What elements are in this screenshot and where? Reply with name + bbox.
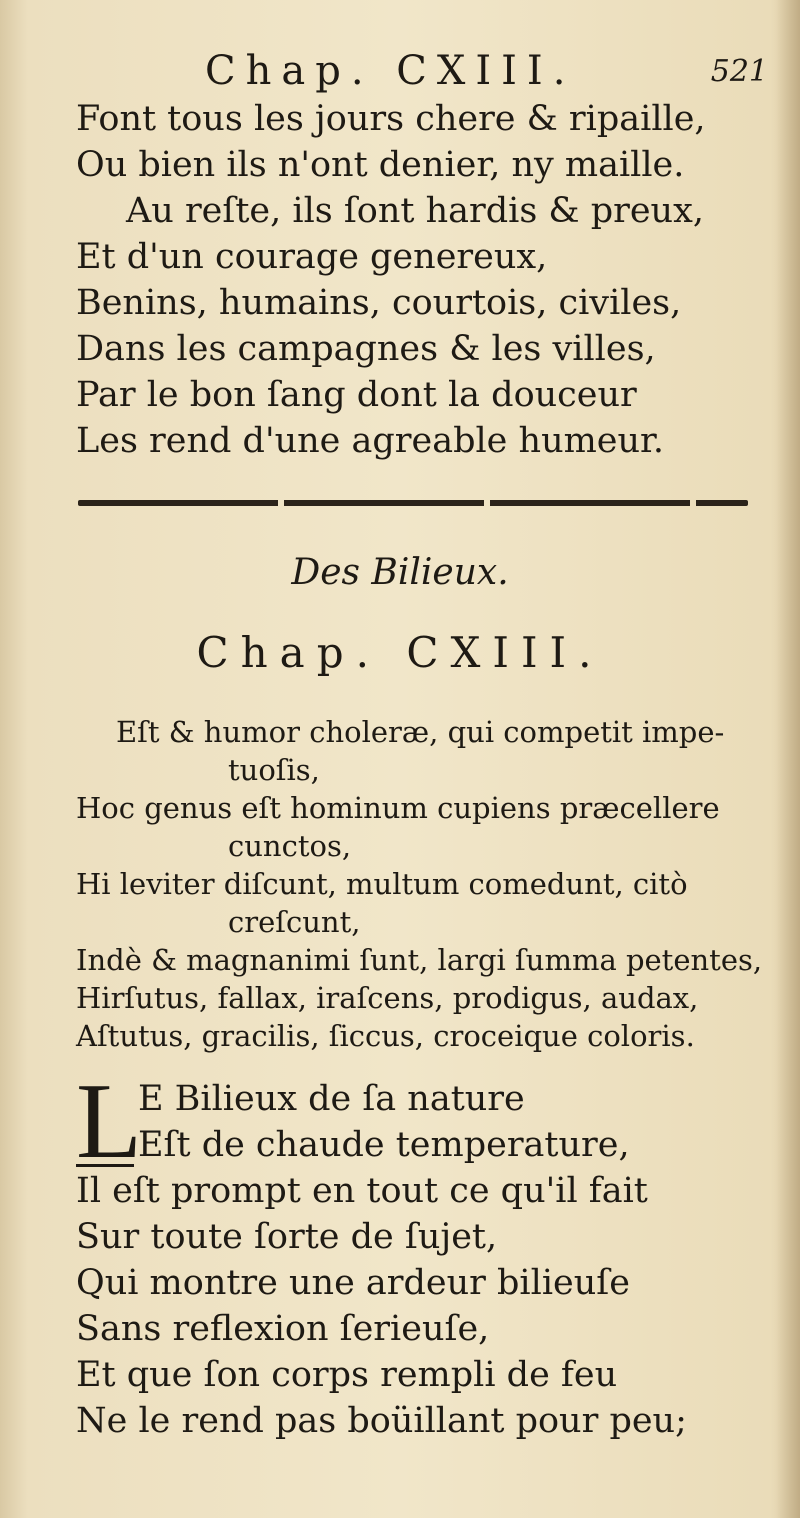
verse-line: Sans reflexion ſerieuſe,: [76, 1309, 490, 1349]
verse-line: Benins, humains, courtois, civiles,: [76, 283, 682, 323]
verse-line: Eſt de chaude temperature,: [138, 1125, 630, 1165]
verse-line: Qui montre une ardeur bilieuſe: [76, 1263, 630, 1303]
top-verse: [76, 96, 706, 464]
french-verse: [76, 1062, 766, 1444]
section-title: Des Bilieux.: [291, 552, 509, 593]
verse-line: Font tous les jours chere & ripaille,: [76, 99, 706, 139]
latin-verse: [76, 713, 766, 1055]
verse-line: Par le bon ſang dont la douceur: [76, 375, 637, 415]
latin-line: cunctos,: [228, 829, 352, 863]
page-number: 521: [710, 54, 768, 89]
latin-line: tuoſis,: [228, 753, 320, 787]
page-edge-shadow: [776, 0, 800, 1518]
verse-line: Ne le rend pas boüillant pour peu;: [76, 1401, 687, 1441]
verse-line: E Bilieux de ſa nature: [138, 1079, 525, 1119]
latin-line: creſcunt,: [228, 905, 361, 939]
latin-line: Hi leviter diſcunt, multum comedunt, citò: [76, 867, 688, 901]
running-head-title: Chap. CXIII.: [205, 48, 576, 94]
latin-line: Hoc genus eſt hominum cupiens præcellere: [76, 791, 720, 825]
drop-cap: L: [76, 1062, 142, 1181]
latin-line: Eſt & humor choleræ, qui competit impe-: [116, 715, 725, 749]
verse-line: Dans les campagnes & les villes,: [76, 329, 656, 369]
verse-line: Et que ſon corps rempli de feu: [76, 1355, 618, 1395]
chapter-title: Chap. CXIII.: [196, 628, 604, 677]
latin-line: Aſtutus, gracilis, ſiccus, croceique coloris.: [76, 1019, 695, 1053]
verse-line: Il eſt prompt en tout ce qu'il fait: [76, 1171, 648, 1211]
verse-line: Au reſte, ils ſont hardis & preux,: [126, 191, 704, 231]
running-head: [0, 44, 800, 94]
latin-line: Hirſutus, fallax, iraſcens, prodigus, audax,: [76, 981, 699, 1015]
verse-line: Sur toute ſorte de ſujet,: [76, 1217, 498, 1257]
verse-line: Ou bien ils n'ont denier, ny maille.: [76, 145, 685, 185]
verse-line: Les rend d'une agreable humeur.: [76, 421, 665, 461]
latin-line: Indè & magnanimi ſunt, largi ſumma petentes,: [76, 943, 763, 977]
verse-line: Et d'un courage genereux,: [76, 237, 548, 277]
section-divider-rule: [78, 500, 748, 506]
